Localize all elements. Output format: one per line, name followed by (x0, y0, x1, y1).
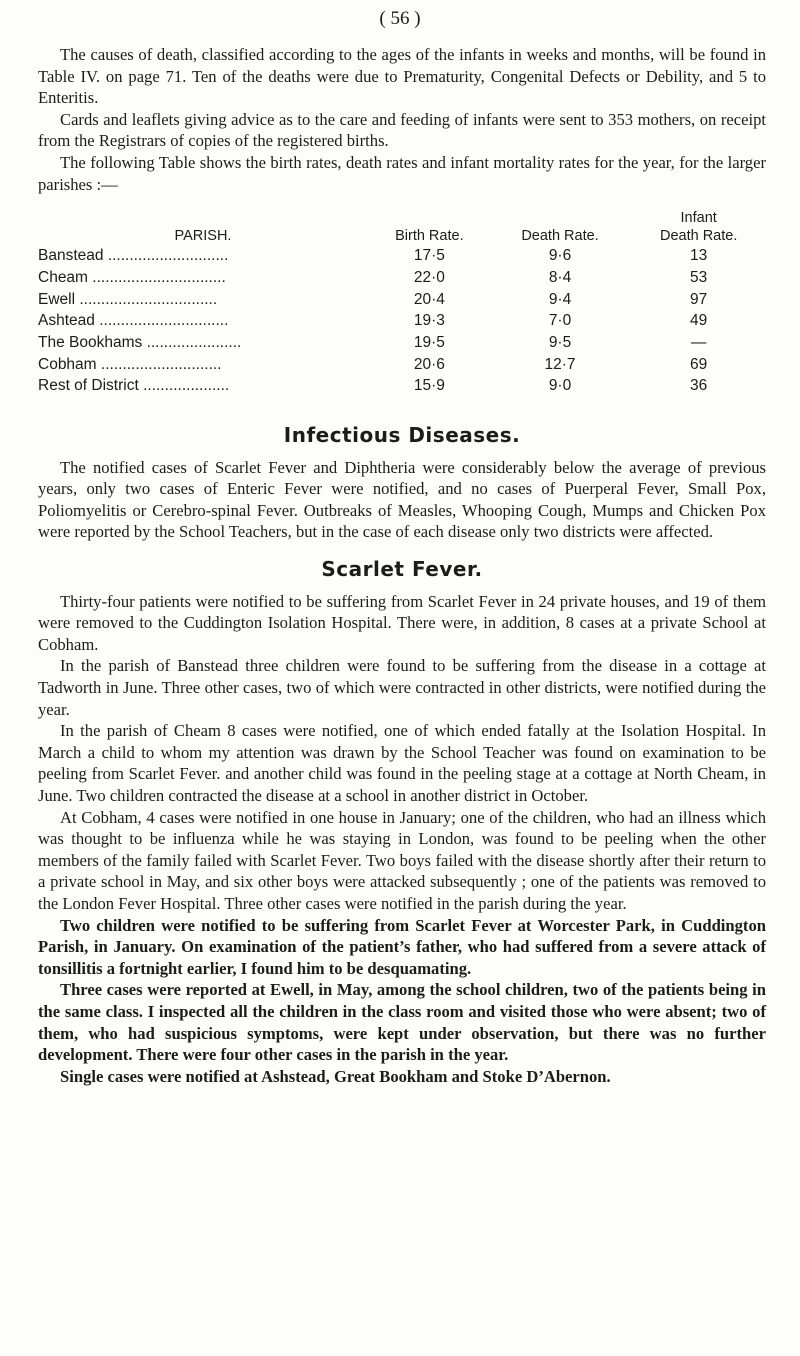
rates-table (38, 209, 768, 397)
death-rate-cell: 9·4 (548, 290, 572, 308)
parish-name: Ashtead (38, 312, 95, 330)
death-rate-cell: 7·0 (548, 312, 572, 330)
scarlet-paragraph: Thirty-four patients were notified to be suffering from Scarlet Fever in 24 private houses, and 19 of them were removed to the Cuddington Isolation Hospital. There were, in addition, 8 cases at a private School at Cobham. (38, 591, 766, 654)
dot-leader: ............................... (92, 268, 226, 286)
scarlet-paragraph: Three cases were reported at Ewell, in May, among the school children, two of the patients being in the same class. I inspected all the children in the class room and visited those who were absent; two of them, who had suspicious symptoms, were kept under observation, but there was no further development. There were four other cases in the parish in the year. (38, 980, 766, 1065)
header-infant-line1: Infant (680, 210, 717, 227)
parish-name: The Bookhams (38, 333, 143, 351)
scarlet-fever-heading: Scarlet Fever. (321, 557, 483, 582)
rates-table-header (38, 209, 768, 245)
scarlet-paragraph: In the parish of Cheam 8 cases were notified, one of which ended fatally at the Isolation Hospital. In March a child to whom my attention was drawn by the School Teacher was found on examination to be peeling from Scarlet Fever. and another child was found in the peeling stage at a cottage at North Cheam, in June. Two children contracted the disease at a school in another district in October. (38, 721, 766, 805)
scarlet-paragraph: Two children were notified to be suffering from Scarlet Fever at Worcester Park, in Cuddington Parish, in January. On examination of the patient’s father, who had suffered from a severe attack of tonsillitis a fortnight earlier, I found him to be desquamating. (38, 915, 766, 978)
infant-rate-cell: 36 (690, 377, 708, 395)
death-rate-cell: 9·5 (548, 333, 572, 351)
death-rate-cell: 8·4 (548, 268, 572, 286)
table-row (38, 375, 768, 397)
table-row (38, 354, 768, 376)
infant-rate-cell: — (690, 333, 707, 351)
parish-name: Cobham (38, 355, 97, 373)
parish-name: Banstead (38, 247, 104, 265)
table-row (38, 245, 768, 267)
parish-name: Rest of District (38, 377, 139, 395)
table-row (38, 332, 768, 354)
intro-paragraph: The causes of death, classified according to the ages of the infants in weeks and months, will be found in Table IV. on page 71. Ten of the deaths were due to Prematurity, Congenital Defects or Debility, and 5 to Enteritis. (38, 45, 766, 108)
intro-paragraph: The following Table shows the birth rates, death rates and infant mortality rates for the year, for the larger parishes :— (38, 152, 766, 194)
dot-leader: ............................ (107, 247, 229, 265)
birth-rate-cell: 20·6 (413, 355, 445, 373)
table-row (38, 289, 768, 311)
table-row (38, 310, 768, 332)
header-death-rate: Death Rate. (521, 228, 599, 245)
header-infant-death-rate (629, 209, 768, 245)
scarlet-paragraph: Single cases were notified at Ashstead, Great Bookham and Stoke D’Abernon. (60, 1066, 611, 1086)
dot-leader: ............................ (100, 355, 222, 373)
scarlet-paragraph: At Cobham, 4 cases were notified in one house in January; one of the children, who had an illness which was thought to be influenza while he was staying in London, was found to be peeling when the other members of the family failed with Scarlet Fever. Two boys failed with the disease shortly after their return to a private school in May, and six other boys were attacked subsequently ; one of the patients was removed to the London Fever Hospital. Three other cases were notified in the parish during the year. (38, 807, 766, 913)
birth-rate-cell: 15·9 (413, 377, 445, 395)
header-birth-rate: Birth Rate. (395, 228, 464, 245)
infant-rate-cell: 69 (690, 355, 708, 373)
infant-rate-cell: 13 (690, 247, 708, 265)
dot-leader: .................... (143, 377, 230, 395)
scarlet-paragraph: In the parish of Banstead three children were found to be suffering from the disease in a cottage at Tadworth in June. Three other cases, two of which were contracted in other districts, were notified during the year. (38, 656, 766, 719)
dot-leader: ...................... (146, 333, 242, 351)
page-number: ( 56 ) (379, 8, 421, 29)
birth-rate-cell: 22·0 (413, 268, 445, 286)
birth-rate-cell: 17·5 (413, 247, 445, 265)
intro-paragraph: Cards and leaflets giving advice as to the care and feeding of infants were sent to 353 mothers, on receipt from the Registrars of copies of the registered births. (38, 109, 766, 151)
birth-rate-cell: 19·3 (413, 312, 445, 330)
header-parish: PARISH. (174, 228, 232, 245)
infant-rate-cell: 49 (690, 312, 708, 330)
infectious-paragraph: The notified cases of Scarlet Fever and Diphtheria were considerably below the average of previous years, only two cases of Enteric Fever were notified, and no cases of Puerperal Fever, Small Pox, Poliomyelitis or Cerebro-spinal Fever. Outbreaks of Measles, Whooping Cough, Mumps and Chicken Pox were reported by the School Teachers, but in the case of each disease only two districts were affected. (38, 457, 766, 542)
parish-name: Cheam (38, 268, 88, 286)
death-rate-cell: 12·7 (544, 355, 576, 373)
infant-rate-cell: 97 (690, 290, 708, 308)
header-infant-line2: Death Rate. (659, 228, 738, 245)
birth-rate-cell: 19·5 (413, 333, 445, 351)
dot-leader: ................................ (79, 290, 218, 308)
death-rate-cell: 9·0 (548, 377, 572, 395)
page-body (38, 44, 766, 1087)
table-row (38, 267, 768, 289)
death-rate-cell: 9·6 (548, 247, 572, 265)
infectious-diseases-heading: Infectious Diseases. (283, 423, 521, 448)
parish-name: Ewell (38, 290, 76, 308)
birth-rate-cell: 20·4 (413, 290, 445, 308)
infant-rate-cell: 53 (690, 268, 708, 286)
dot-leader: .............................. (99, 312, 229, 330)
